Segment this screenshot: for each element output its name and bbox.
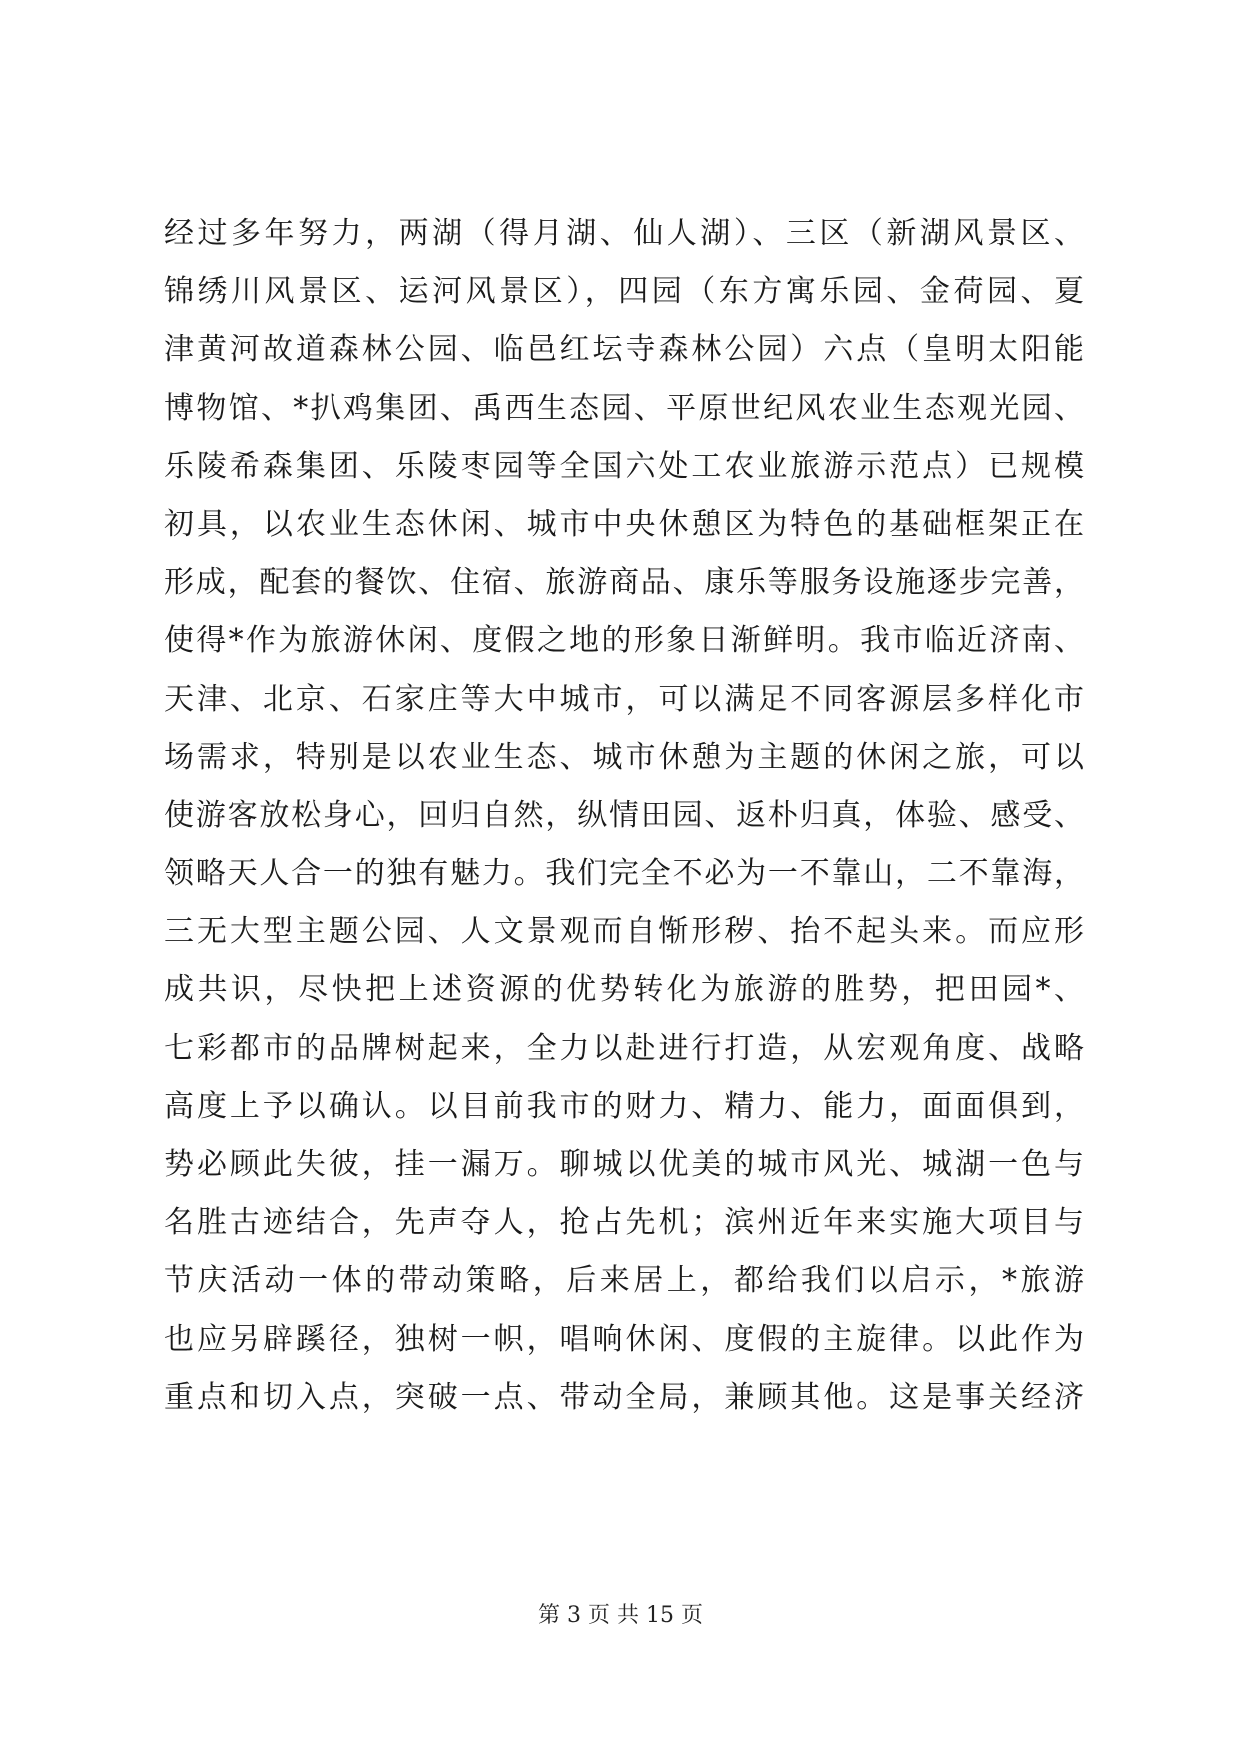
text-line: 初具，以农业生态休闲、城市中央休憩区为特色的基础框架正在: [164, 506, 1084, 542]
text-line: 势必顾此失彼，挂一漏万。聊城以优美的城市风光、城湖一色与: [164, 1147, 1084, 1182]
text-line: 高度上予以确认。以目前我市的财力、精力、能力，面面俱到，: [164, 1088, 1084, 1124]
text-line: 经过多年努力，两湖（得月湖、仙人湖）、三区（新湖风景区、: [164, 216, 1084, 251]
text-line: 使游客放松身心，回归自然，纵情田园、返朴归真，体验、感受、: [164, 797, 1084, 833]
text-line: 也应另辟蹊径，独树一帜，唱响休闲、度假的主旋律。以此作为: [164, 1321, 1084, 1357]
body-text: [164, 205, 1084, 1427]
text-line: 重点和切入点，突破一点、带动全局，兼顾其他。这是事关经济: [164, 1379, 1084, 1415]
text-line: 场需求，特别是以农业生态、城市休憩为主题的休闲之旅，可以: [164, 739, 1084, 775]
text-line: 节庆活动一体的带动策略，后来居上，都给我们以启示，*旅游: [164, 1263, 1084, 1299]
text-line: 锦绣川风景区、运河风景区），四园（东方寓乐园、金荷园、夏: [164, 274, 1084, 310]
text-line: 博物馆、*扒鸡集团、禹西生态园、平原世纪风农业生态观光园、: [164, 390, 1084, 426]
text-line: 七彩都市的品牌树起来，全力以赴进行打造，从宏观角度、战略: [164, 1030, 1084, 1066]
text-line: 津黄河故道森林公园、临邑红坛寺森林公园）六点（皇明太阳能: [164, 332, 1084, 368]
text-line: 名胜古迹结合，先声夺人，抢占先机；滨州近年来实施大项目与: [164, 1205, 1084, 1241]
text-line: 成共识，尽快把上述资源的优势转化为旅游的胜势，把田园*、: [164, 972, 1084, 1008]
text-line: 使得*作为旅游休闲、度假之地的形象日渐鲜明。我市临近济南、: [164, 623, 1084, 659]
text-line: 三无大型主题公园、人文景观而自惭形秽、抬不起头来。而应形: [164, 914, 1084, 950]
page-number-footer: 第 3 页 共 15 页: [538, 1603, 703, 1628]
text-line: 形成，配套的餐饮、住宿、旅游商品、康乐等服务设施逐步完善，: [164, 565, 1084, 601]
text-line: 领略天人合一的独有魅力。我们完全不必为一不靠山，二不靠海，: [164, 856, 1084, 892]
text-line: 天津、北京、石家庄等大中城市，可以满足不同客源层多样化市: [164, 681, 1084, 717]
text-line: 乐陵希森集团、乐陵枣园等全国六处工农业旅游示范点）已规模: [164, 448, 1084, 484]
